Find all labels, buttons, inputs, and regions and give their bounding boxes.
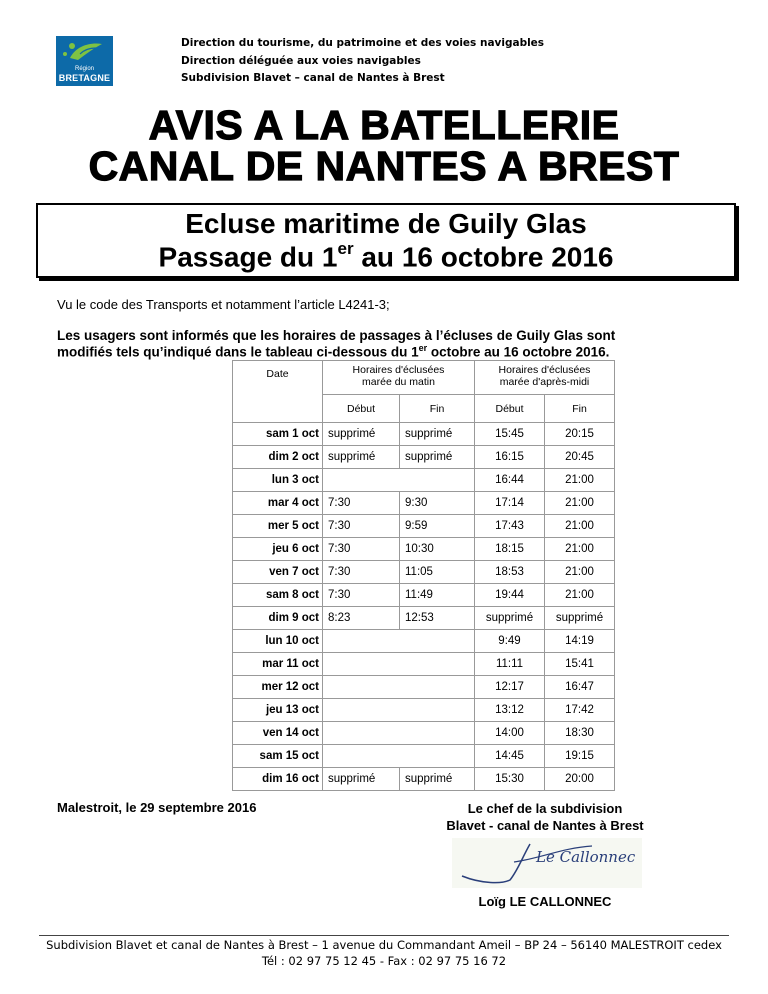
afternoon-start-cell: 16:44 xyxy=(475,469,545,492)
date-cell: jeu 6 oct xyxy=(233,538,323,561)
morning-start-cell xyxy=(323,722,475,745)
afternoon-start-cell: 13:12 xyxy=(475,699,545,722)
date-cell: mer 12 oct xyxy=(233,676,323,699)
morning-start-cell: supprimé xyxy=(323,423,400,446)
date-cell: ven 14 oct xyxy=(233,722,323,745)
morning-start-cell xyxy=(323,469,475,492)
afternoon-end-cell: 21:00 xyxy=(545,538,615,561)
morning-start-cell: 7:30 xyxy=(323,492,400,515)
handwritten-signature xyxy=(452,838,642,888)
afternoon-start-cell: 15:30 xyxy=(475,768,545,791)
table-row xyxy=(233,722,615,745)
date-cell: mar 11 oct xyxy=(233,653,323,676)
date-cell: dim 9 oct xyxy=(233,607,323,630)
afternoon-end-cell: 21:00 xyxy=(545,515,615,538)
morning-end-cell: supprimé xyxy=(400,446,475,469)
morning-start-cell: 7:30 xyxy=(323,538,400,561)
morning-end-cell: supprimé xyxy=(400,423,475,446)
ermine-leaf-icon xyxy=(56,36,113,68)
date-cell: sam 1 oct xyxy=(233,423,323,446)
afternoon-end-cell: 14:19 xyxy=(545,630,615,653)
date-cell: jeu 13 oct xyxy=(233,699,323,722)
morning-header: Horaires d'éclusées marée du matin xyxy=(323,361,475,395)
afternoon-start-cell: supprimé xyxy=(475,607,545,630)
signatory-role-1: Le chef de la subdivision xyxy=(467,801,623,816)
afternoon-end-cell: 17:42 xyxy=(545,699,615,722)
schedule-table xyxy=(232,360,615,791)
header-line-1: Direction du tourisme, du patrimoine et des voies navigables xyxy=(181,37,545,49)
morning-end-cell: 11:05 xyxy=(400,561,475,584)
morning-start-cell: 7:30 xyxy=(323,515,400,538)
table-row xyxy=(233,676,615,699)
table-row xyxy=(233,768,615,791)
afternoon-end-cell: 16:47 xyxy=(545,676,615,699)
table-row xyxy=(233,653,615,676)
intro-line-2: modifiés tels qu’indiqué dans le tableau ci-dessous du 1er octobre au 16 octobre 2016. xyxy=(57,343,610,360)
morning-end-cell: 9:59 xyxy=(400,515,475,538)
afternoon-start-cell: 18:53 xyxy=(475,561,545,584)
afternoon-start-cell: 14:00 xyxy=(475,722,545,745)
table-row xyxy=(233,538,615,561)
date-cell: sam 8 oct xyxy=(233,584,323,607)
afternoon-end-cell: 18:30 xyxy=(545,722,615,745)
afternoon-end-cell: 20:45 xyxy=(545,446,615,469)
table-row xyxy=(233,492,615,515)
afternoon-end-cell: 21:00 xyxy=(545,561,615,584)
header-line-3: Subdivision Blavet – canal de Nantes à Brest xyxy=(181,72,445,84)
table-row xyxy=(233,469,615,492)
signatory-role-2: Blavet - canal de Nantes à Brest xyxy=(446,818,644,833)
date-cell: sam 15 oct xyxy=(233,745,323,768)
morning-start-cell xyxy=(323,699,475,722)
date-cell: lun 3 oct xyxy=(233,469,323,492)
afternoon-end-cell: supprimé xyxy=(545,607,615,630)
table-row xyxy=(233,515,615,538)
morning-end-cell: 12:53 xyxy=(400,607,475,630)
signature-handwriting: Le Callonnec xyxy=(536,848,636,866)
afternoon-end-cell: 20:00 xyxy=(545,768,615,791)
morning-start-cell: 8:23 xyxy=(323,607,400,630)
afternoon-start-cell: 11:11 xyxy=(475,653,545,676)
table-row xyxy=(233,607,615,630)
afternoon-end-header: Fin xyxy=(545,395,615,423)
afternoon-start-cell: 16:15 xyxy=(475,446,545,469)
date-cell: ven 7 oct xyxy=(233,561,323,584)
footer-line-2: Tél : 02 97 75 12 45 - Fax : 02 97 75 16 72 xyxy=(261,954,507,968)
morning-start-cell: 7:30 xyxy=(323,561,400,584)
morning-start-cell: supprimé xyxy=(323,446,400,469)
title-line-1: AVIS A LA BATELLERIE xyxy=(148,102,620,148)
legal-reference: Vu le code des Transports et notamment l’article L4241-3; xyxy=(57,297,390,312)
afternoon-start-cell: 18:15 xyxy=(475,538,545,561)
afternoon-end-cell: 19:15 xyxy=(545,745,615,768)
date-cell: mar 4 oct xyxy=(233,492,323,515)
intro-line-1: Les usagers sont informés que les horaires de passages à l’écluses de Guily Glas sont xyxy=(57,328,616,343)
morning-start-cell: supprimé xyxy=(323,768,400,791)
table-row xyxy=(233,423,615,446)
place-date: Malestroit, le 29 septembre 2016 xyxy=(57,800,257,815)
morning-end-cell: 10:30 xyxy=(400,538,475,561)
date-cell: dim 2 oct xyxy=(233,446,323,469)
afternoon-end-cell: 21:00 xyxy=(545,584,615,607)
afternoon-end-cell: 21:00 xyxy=(545,469,615,492)
morning-start-cell xyxy=(323,676,475,699)
afternoon-start-header: Début xyxy=(475,395,545,423)
table-row xyxy=(233,699,615,722)
morning-end-cell: supprimé xyxy=(400,768,475,791)
footer-line-1: Subdivision Blavet et canal de Nantes à Brest – 1 avenue du Commandant Ameil – BP 24 – 56140 MALESTROIT cedex xyxy=(46,938,722,952)
afternoon-start-cell: 17:43 xyxy=(475,515,545,538)
afternoon-start-cell: 15:45 xyxy=(475,423,545,446)
afternoon-end-cell: 21:00 xyxy=(545,492,615,515)
logo-line-2: BRETAGNE xyxy=(58,73,111,83)
date-cell: mer 5 oct xyxy=(233,515,323,538)
afternoon-start-cell: 14:45 xyxy=(475,745,545,768)
date-cell: lun 10 oct xyxy=(233,630,323,653)
afternoon-end-cell: 20:15 xyxy=(545,423,615,446)
morning-end-cell: 9:30 xyxy=(400,492,475,515)
afternoon-start-cell: 19:44 xyxy=(475,584,545,607)
subtitle-box xyxy=(36,203,736,278)
table-row xyxy=(233,630,615,653)
title-line-2: CANAL DE NANTES A BREST xyxy=(88,143,680,189)
afternoon-start-cell: 17:14 xyxy=(475,492,545,515)
subtitle-line-1: Ecluse maritime de Guily Glas xyxy=(185,208,587,239)
morning-end-header: Fin xyxy=(400,395,475,423)
footer-divider xyxy=(39,935,729,936)
table-row xyxy=(233,446,615,469)
morning-start-cell: 7:30 xyxy=(323,584,400,607)
date-header: Date xyxy=(233,361,323,423)
table-row xyxy=(233,745,615,768)
afternoon-header: Horaires d'éclusées marée d'après-midi xyxy=(475,361,615,395)
afternoon-start-cell: 9:49 xyxy=(475,630,545,653)
date-cell: dim 16 oct xyxy=(233,768,323,791)
afternoon-end-cell: 15:41 xyxy=(545,653,615,676)
region-bretagne-logo xyxy=(56,36,113,86)
morning-start-cell xyxy=(323,745,475,768)
header-line-2: Direction déléguée aux voies navigables xyxy=(181,55,421,67)
signatory-name: Loïg LE CALLONNEC xyxy=(478,894,612,909)
table-row xyxy=(233,561,615,584)
morning-start-cell xyxy=(323,630,475,653)
subtitle-line-2: Passage du 1er au 16 octobre 2016 xyxy=(158,239,614,273)
table-row xyxy=(233,584,615,607)
morning-start-header: Début xyxy=(323,395,400,423)
morning-start-cell xyxy=(323,653,475,676)
morning-end-cell: 11:49 xyxy=(400,584,475,607)
afternoon-start-cell: 12:17 xyxy=(475,676,545,699)
logo-line-1: Région xyxy=(74,66,94,72)
